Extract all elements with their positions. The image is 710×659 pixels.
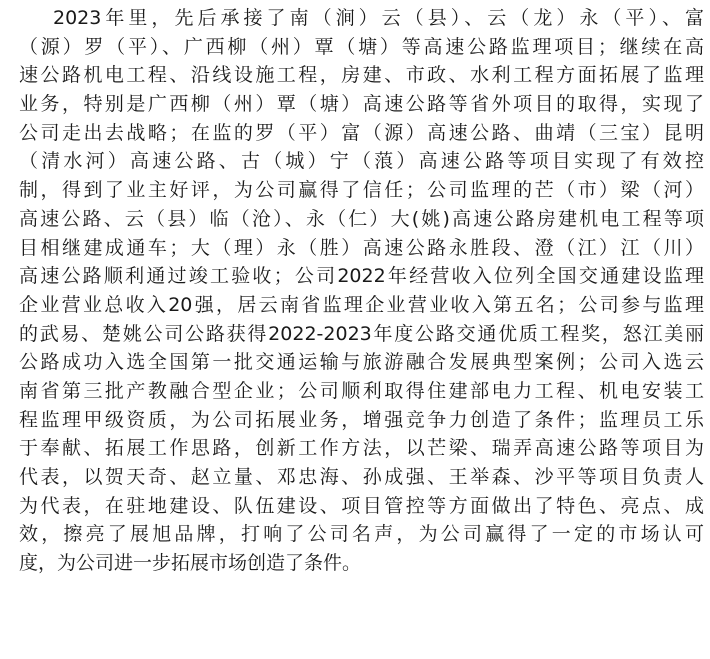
paragraph-line-17: 代表，以贺天奇、赵立量、邓忠海、孙成强、王举森、沙平等项目负责人 [19, 466, 704, 488]
paragraph-line-2: （源）罗（平）、广西柳（州）覃（塘）等高速公路监理项目；继续在高 [19, 35, 704, 58]
paragraph-line-20: 度，为公司进一步拓展市场创造了条件。 [19, 552, 362, 575]
paragraph-line-8: 高速公路、云（县）临（沧）、永（仁）大(姚)高速公路房建机电工程等项 [19, 207, 704, 230]
paragraph-line-16: 于奉献、拓展工作思路，创新工作方法，以芒梁、瑞弄高速公路等项目为 [19, 437, 704, 460]
paragraph-line-19: 效，擦亮了展旭品牌，打响了公司名声，为公司赢得了一定的市场认可 [19, 523, 704, 546]
document-body [0, 4, 710, 659]
paragraph-line-3: 速公路机电工程、沿线设施工程，房建、市政、水利工程方面拓展了监理 [19, 64, 704, 87]
paragraph-line-1: 2023年里，先后承接了南（涧）云（县）、云（龙）永（平）、富 [53, 7, 704, 29]
paragraph-line-5: 公司走出去战略；在监的罗（平）富（源）高速公路、曲靖（三宝）昆明 [19, 121, 704, 144]
paragraph-line-6: （清水河）高速公路、古（城）宁（蒗）高速公路等项目实现了有效控 [19, 150, 704, 173]
paragraph [19, 4, 704, 578]
paragraph-line-7: 制，得到了业主好评，为公司赢得了信任；公司监理的芒（市）梁（河） [19, 179, 704, 202]
paragraph-line-9: 目相继建成通车；大（理）永（胜）高速公路永胜段、澄（江）江（川） [19, 236, 704, 259]
paragraph-line-15: 程监理甲级资质，为公司拓展业务，增强竞争力创造了条件；监理员工乐 [19, 408, 704, 431]
paragraph-line-14: 南省第三批产教融合型企业；公司顺利取得住建部电力工程、机电安装工 [19, 379, 704, 402]
paragraph-line-10: 高速公路顺利通过竣工验收；公司2022年经营收入位列全国交通建设监理 [19, 265, 704, 288]
paragraph-line-4: 业务，特别是广西柳（州）覃（塘）高速公路等省外项目的取得，实现了 [19, 93, 704, 116]
paragraph-line-12: 的武易、楚姚公司公路获得2022-2023年度公路交通优质工程奖，怒江美丽 [19, 322, 704, 345]
paragraph-line-11: 企业营业总收入20强，居云南省监理企业营业收入第五名；公司参与监理 [19, 293, 704, 316]
paragraph-line-13: 公路成功入选全国第一批交通运输与旅游融合发展典型案例；公司入选云 [19, 351, 704, 374]
paragraph-line-18: 为代表，在驻地建设、队伍建设、项目管控等方面做出了特色、亮点、成 [19, 494, 704, 517]
